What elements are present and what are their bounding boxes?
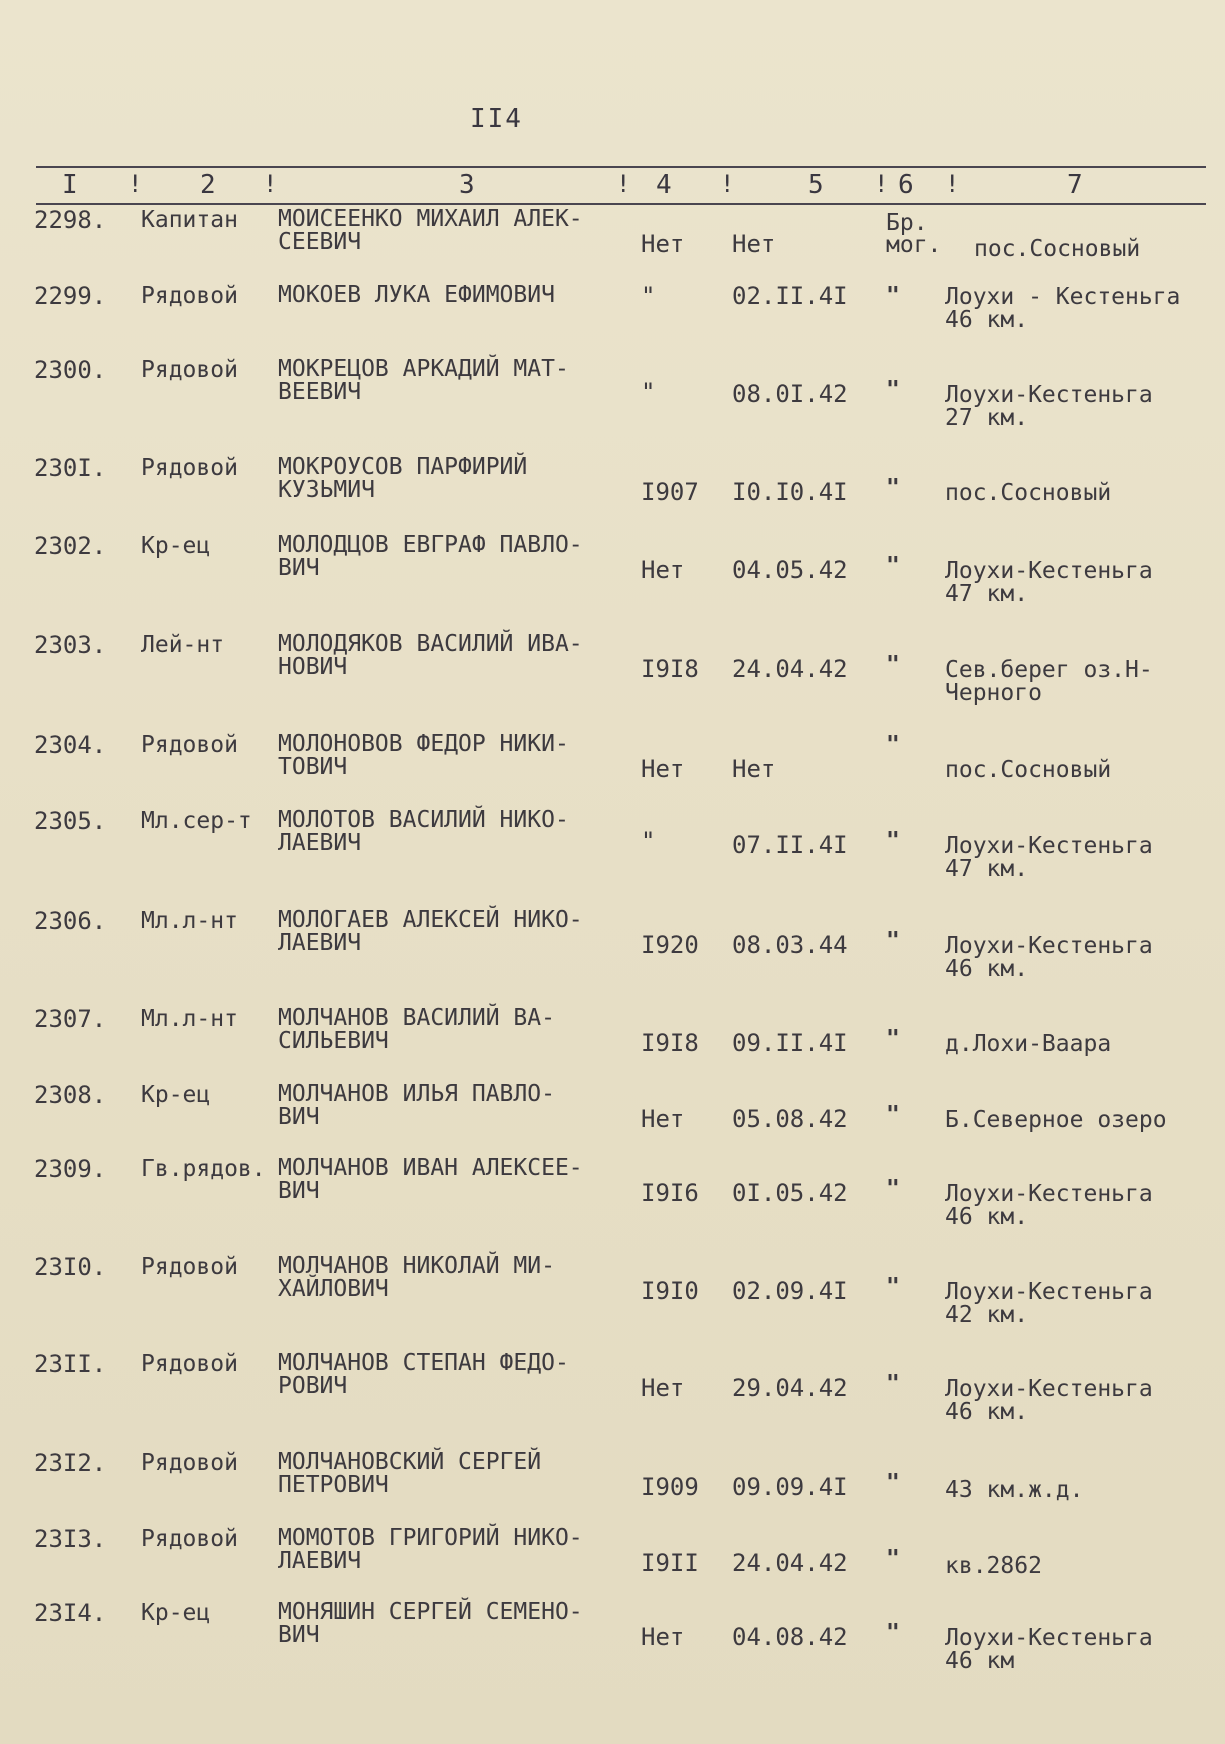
entry-birth-year: Нет <box>641 1623 685 1651</box>
entry-grave-type: " <box>886 732 900 758</box>
entry-date: Нет <box>732 230 776 258</box>
entry-date: 0I.05.42 <box>732 1179 848 1207</box>
entry-rank: Рядовой <box>141 357 238 383</box>
list-item <box>0 284 1225 358</box>
list-item <box>0 534 1225 608</box>
entry-number: 2308. <box>34 1081 107 1109</box>
list-item <box>0 633 1225 707</box>
entry-grave-type: " <box>886 1470 900 1496</box>
entry-date: 04.05.42 <box>732 556 848 584</box>
entry-date: 05.08.42 <box>732 1105 848 1133</box>
entry-birth-year: I9I6 <box>641 1179 699 1207</box>
entry-name: МОЛОТОВ ВАСИЛИЙ НИКО- ЛАЕВИЧ <box>278 807 569 856</box>
entry-birth-year: " <box>641 827 656 855</box>
entry-number: 23I0. <box>34 1253 107 1281</box>
entry-grave-type: " <box>886 1176 900 1202</box>
entry-name: МОЛЧАНОВ ВАСИЛИЙ ВА- СИЛЬЕВИЧ <box>278 1005 555 1054</box>
entry-date: 09.09.4I <box>732 1473 848 1501</box>
entry-name: МОЛЧАНОВ СТЕПАН ФЕДО- РОВИЧ <box>278 1350 569 1399</box>
column-header-2: 2 <box>200 170 216 200</box>
entry-grave-type: " <box>886 1620 900 1646</box>
entry-date: 02.09.4I <box>732 1277 848 1305</box>
column-header-5: 5 <box>808 170 824 200</box>
column-header-1: I <box>62 170 78 200</box>
entry-birth-year: " <box>641 378 656 406</box>
entry-burial-place: Сев.берег оз.Н- Черного <box>945 657 1153 706</box>
list-item <box>0 809 1225 883</box>
list-item <box>0 456 1225 530</box>
entry-rank: Капитан <box>141 207 238 233</box>
entry-burial-place: Б.Северное озеро <box>945 1107 1167 1133</box>
entry-birth-year: I9II <box>641 1549 699 1577</box>
entry-burial-place: пос.Сосновый <box>974 236 1141 262</box>
entry-name: МОНЯШИН СЕРГЕЙ СЕМЕНО- ВИЧ <box>278 1599 583 1648</box>
entry-burial-place: Лоухи-Кестеньга 47 км. <box>945 833 1153 882</box>
entry-rank: Рядовой <box>141 455 238 481</box>
entry-number: 2299. <box>34 282 107 310</box>
entry-number: 2305. <box>34 807 107 835</box>
entry-burial-place: кв.2862 <box>945 1553 1042 1579</box>
entry-rank: Рядовой <box>141 1351 238 1377</box>
entry-burial-place: 43 км.ж.д. <box>945 1477 1084 1503</box>
column-separator: ! <box>616 170 631 198</box>
entry-birth-year: I907 <box>641 478 699 506</box>
entry-rank: Рядовой <box>141 1450 238 1476</box>
list-item <box>0 1451 1225 1525</box>
entry-burial-place: Лоухи-Кестеньга 42 км. <box>945 1279 1153 1328</box>
entry-name: МОЛОДЦОВ ЕВГРАФ ПАВЛО- ВИЧ <box>278 532 583 581</box>
entry-date: 24.04.42 <box>732 655 848 683</box>
entry-birth-year: Нет <box>641 1374 685 1402</box>
entry-rank: Рядовой <box>141 1254 238 1280</box>
entry-number: 23I4. <box>34 1599 107 1627</box>
entry-burial-place: Лоухи-Кестеньга 46 км. <box>945 1181 1153 1230</box>
list-item <box>0 1601 1225 1675</box>
entry-grave-type: " <box>886 828 900 854</box>
entry-grave-type: " <box>886 475 900 501</box>
entry-date: 04.08.42 <box>732 1623 848 1651</box>
column-header-4: 4 <box>656 170 672 200</box>
entry-grave-type: Бр. мог. <box>886 210 942 258</box>
entry-grave-type: " <box>886 652 900 678</box>
entry-name: МОЛЧАНОВ ИЛЬЯ ПАВЛО- ВИЧ <box>278 1081 555 1130</box>
entry-rank: Мл.сер-т <box>141 808 252 834</box>
entry-burial-place: Лоухи-Кестеньга 46 км. <box>945 1376 1153 1425</box>
entry-birth-year: I9I0 <box>641 1277 699 1305</box>
entry-birth-year: Нет <box>641 230 685 258</box>
entry-date: 08.03.44 <box>732 931 848 959</box>
entry-grave-type: " <box>886 1274 900 1300</box>
column-separator: ! <box>874 170 889 198</box>
entry-number: 2309. <box>34 1155 107 1183</box>
entry-name: МОЛОНОВОВ ФЕДОР НИКИ- ТОВИЧ <box>278 731 569 780</box>
list-item <box>0 1007 1225 1081</box>
entry-grave-type: " <box>886 928 900 954</box>
entry-grave-type: " <box>886 1102 900 1128</box>
entry-number: 2306. <box>34 907 107 935</box>
column-header-6: 6 <box>898 170 914 200</box>
entry-birth-year: I920 <box>641 931 699 959</box>
entry-grave-type: " <box>886 1026 900 1052</box>
entry-number: 2298. <box>34 206 107 234</box>
entry-birth-year: I909 <box>641 1473 699 1501</box>
entry-birth-year: I9I8 <box>641 1029 699 1057</box>
entry-number: 2307. <box>34 1005 107 1033</box>
entry-rank: Лей-нт <box>141 632 225 658</box>
entry-number: 23I3. <box>34 1525 107 1553</box>
entry-name: МОЛЧАНОВСКИЙ СЕРГЕЙ ПЕТРОВИЧ <box>278 1449 542 1498</box>
entry-grave-type: " <box>886 1371 900 1397</box>
entry-birth-year: I9I8 <box>641 655 699 683</box>
entry-birth-year: " <box>641 282 656 310</box>
entry-rank: Мл.л-нт <box>141 1006 238 1032</box>
entry-number: 2304. <box>34 731 107 759</box>
list-item <box>0 909 1225 983</box>
list-item <box>0 1352 1225 1426</box>
entry-rank: Рядовой <box>141 283 238 309</box>
entry-number: 2302. <box>34 532 107 560</box>
entry-birth-year: Нет <box>641 1105 685 1133</box>
entry-date: Нет <box>732 755 776 783</box>
entry-rank: Кр-ец <box>141 533 211 559</box>
entry-burial-place: пос.Сосновый <box>945 480 1112 506</box>
entry-burial-place: Лоухи-Кестеньга 46 км <box>945 1625 1153 1674</box>
entry-burial-place: Лоухи-Кестеньга 27 км. <box>945 382 1153 431</box>
list-item <box>0 1083 1225 1157</box>
column-separator: ! <box>263 170 278 198</box>
entry-rank: Рядовой <box>141 732 238 758</box>
entry-number: 23I2. <box>34 1449 107 1477</box>
entry-number: 23II. <box>34 1350 107 1378</box>
entry-date: 07.II.4I <box>732 831 848 859</box>
entry-name: МОИСЕЕНКО МИХАИЛ АЛЕК- СЕЕВИЧ <box>278 206 583 255</box>
list-item <box>0 358 1225 432</box>
column-header-7: 7 <box>1067 170 1083 200</box>
entry-number: 230I. <box>34 454 107 482</box>
entry-name: МОЛЧАНОВ НИКОЛАЙ МИ- ХАЙЛОВИЧ <box>278 1253 555 1302</box>
entry-grave-type: " <box>886 553 900 579</box>
entry-birth-year: Нет <box>641 755 685 783</box>
entry-date: 09.II.4I <box>732 1029 848 1057</box>
entry-grave-type: " <box>886 1546 900 1572</box>
entry-rank: Гв.рядов. <box>141 1156 266 1182</box>
column-separator: ! <box>945 170 960 198</box>
entry-burial-place: Лоухи-Кестеньга 46 км. <box>945 933 1153 982</box>
list-item <box>0 733 1225 807</box>
entry-birth-year: Нет <box>641 556 685 584</box>
column-header-3: 3 <box>459 170 475 200</box>
entry-name: МОЛЧАНОВ ИВАН АЛЕКСЕЕ- ВИЧ <box>278 1155 583 1204</box>
entry-date: 24.04.42 <box>732 1549 848 1577</box>
column-separator: ! <box>720 170 735 198</box>
entry-name: МОКОЕВ ЛУКА ЕФИМОВИЧ <box>278 282 555 308</box>
entry-burial-place: Лоухи - Кестеньга 46 км. <box>945 284 1181 333</box>
entry-burial-place: Лоухи-Кестеньга 47 км. <box>945 558 1153 607</box>
entry-name: МОМОТОВ ГРИГОРИЙ НИКО- ЛАЕВИЧ <box>278 1525 583 1574</box>
list-item <box>0 1157 1225 1231</box>
entry-date: 02.II.4I <box>732 282 848 310</box>
entry-number: 2303. <box>34 631 107 659</box>
entry-number: 2300. <box>34 356 107 384</box>
entry-name: МОЛОГАЕВ АЛЕКСЕЙ НИКО- ЛАЕВИЧ <box>278 907 583 956</box>
list-item <box>0 1255 1225 1329</box>
entry-date: 29.04.42 <box>732 1374 848 1402</box>
entry-burial-place: д.Лохи-Ваара <box>945 1031 1112 1057</box>
entry-grave-type: " <box>886 283 900 309</box>
entry-grave-type: " <box>886 377 900 403</box>
entry-name: МОКРЕЦОВ АРКАДИЙ МАТ- ВЕЕВИЧ <box>278 356 569 405</box>
entry-date: I0.I0.4I <box>732 478 848 506</box>
entry-rank: Кр-ец <box>141 1600 211 1626</box>
entry-date: 08.0I.42 <box>732 380 848 408</box>
entry-name: МОЛОДЯКОВ ВАСИЛИЙ ИВА- НОВИЧ <box>278 631 583 680</box>
entry-rank: Кр-ец <box>141 1082 211 1108</box>
page-number: II4 <box>470 104 523 134</box>
column-separator: ! <box>128 170 143 198</box>
entry-rank: Мл.л-нт <box>141 908 238 934</box>
entry-burial-place: пос.Сосновый <box>945 757 1112 783</box>
list-item <box>0 1527 1225 1601</box>
entry-name: МОКРОУСОВ ПАРФИРИЙ КУЗЬМИЧ <box>278 454 528 503</box>
list-item <box>0 208 1225 282</box>
entry-rank: Рядовой <box>141 1526 238 1552</box>
